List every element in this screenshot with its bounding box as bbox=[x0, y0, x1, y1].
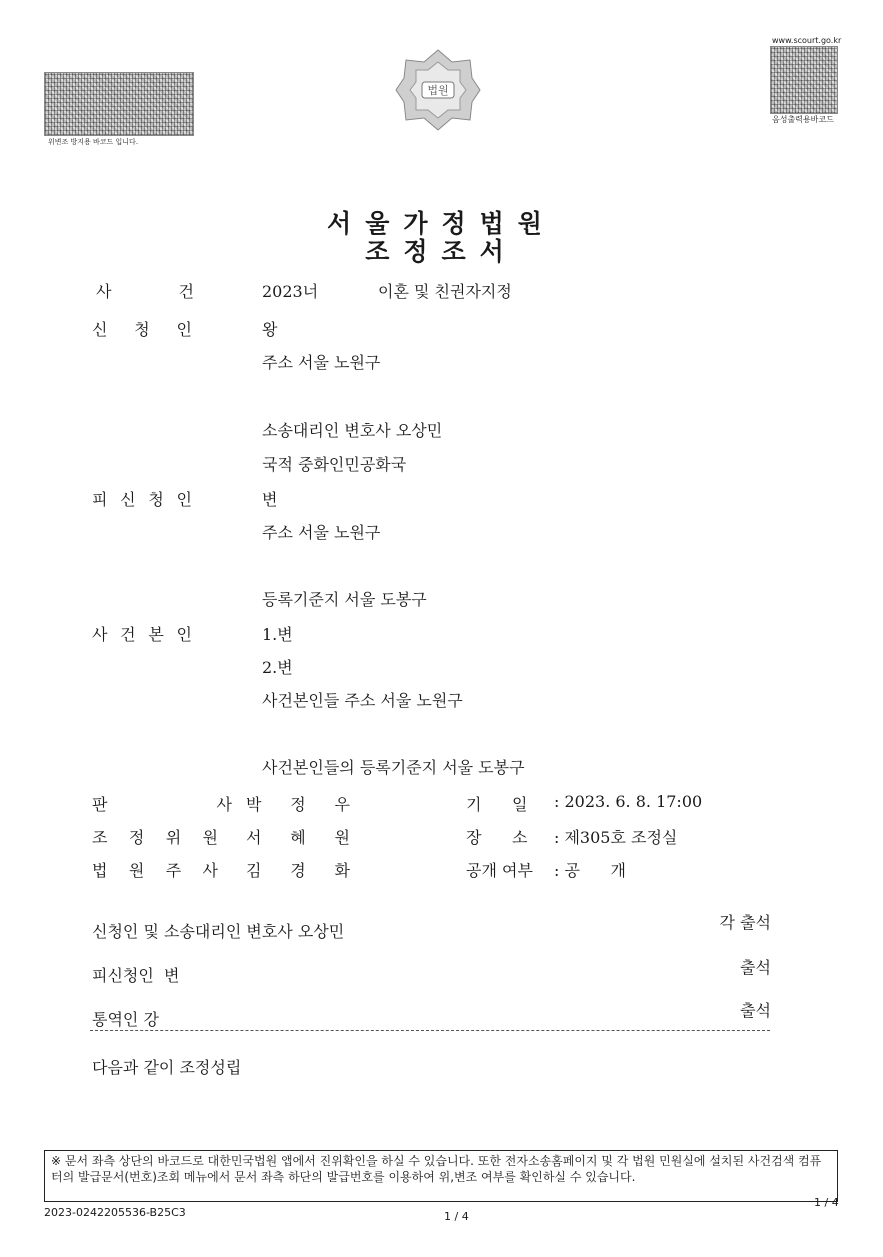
applicant-name: 왕 bbox=[262, 320, 278, 339]
clerk-name: 김 경 화 bbox=[246, 861, 350, 880]
principals-registry: 사건본인들의 등록기준지 서울 도봉구 bbox=[262, 758, 525, 777]
attendance-status: 각 출석 bbox=[719, 913, 771, 932]
issue-number: 2023-0242205536-B25C3 bbox=[44, 1206, 186, 1219]
applicant-address: 주소 서울 노원구 bbox=[262, 353, 381, 372]
mediation-result: 다음과 같이 조정성립 bbox=[92, 1058, 242, 1077]
principals-address: 사건본인들 주소 서울 노원구 bbox=[262, 691, 463, 710]
page-number-center: 1 / 4 bbox=[444, 1210, 469, 1223]
applicant-nationality: 국적 중화인민공화국 bbox=[262, 455, 407, 474]
court-name: 서울가정법원 bbox=[327, 209, 556, 238]
hearing-date-label: 기 일 bbox=[466, 795, 528, 814]
attendance-party: 신청인 및 소송대리인 변호사 오상민 bbox=[92, 922, 345, 941]
attendance-status: 출석 bbox=[740, 1001, 771, 1020]
anti-forgery-barcode bbox=[44, 72, 194, 136]
verification-notice: ※ 문서 좌측 상단의 바코드로 대한민국법원 앱에서 진위확인을 하실 수 있습니다. 또한 전자소송홈페이지 및 각 법원 민원실에 설치된 사건검색 컴퓨터의 발급문서(번호)조회 메뉴에서 문서 좌측 하단의 발급번호를 이용하여 위,변조 여부를 확인하실 수 있습니다. bbox=[44, 1150, 838, 1202]
mediator-title: 조 정 위 원 bbox=[92, 828, 218, 847]
mediator-name: 서 혜 원 bbox=[246, 828, 350, 847]
principal-second: 2.변 bbox=[262, 658, 293, 677]
judge-title: 판 사 bbox=[92, 795, 232, 814]
clerk-title: 법 원 주 사 bbox=[92, 861, 218, 880]
document-title: 조정조서 bbox=[365, 237, 518, 266]
case-name: 이혼 및 친권자지정 bbox=[378, 282, 512, 301]
applicant-agent: 소송대리인 변호사 오상민 bbox=[262, 421, 443, 440]
section-divider bbox=[90, 1030, 770, 1031]
hearing-public-value: : 공 개 bbox=[554, 861, 626, 880]
voice-output-barcode bbox=[770, 46, 838, 114]
attendance-party: 피신청인 변 bbox=[92, 966, 180, 985]
principals-label: 사 건 본 인 bbox=[92, 625, 192, 644]
hearing-place-label: 장 소 bbox=[466, 828, 528, 847]
seal-text: 법원 bbox=[427, 84, 449, 97]
hearing-place-value: : 제305호 조정실 bbox=[554, 828, 678, 847]
case-number: 2023너 bbox=[262, 282, 319, 301]
page-number-right: 1 / 4 bbox=[814, 1196, 839, 1209]
hearing-public-label: 공개 여부 bbox=[466, 861, 533, 880]
applicant-label: 신 청 인 bbox=[92, 320, 192, 339]
barcode-left-caption: 위변조 방지용 바코드 입니다. bbox=[48, 138, 139, 146]
barcode-right-caption: 음성출력용바코드 bbox=[772, 115, 834, 124]
respondent-address: 주소 서울 노원구 bbox=[262, 523, 381, 542]
case-label: 사 건 bbox=[96, 282, 194, 301]
barcode-right-url: www.scourt.go.kr bbox=[772, 36, 842, 45]
attendance-status: 출석 bbox=[740, 958, 771, 977]
attendance-party: 통역인 강 bbox=[92, 1010, 159, 1029]
respondent-name: 변 bbox=[262, 490, 278, 509]
hearing-date-value: : 2023. 6. 8. 17:00 bbox=[554, 792, 703, 811]
respondent-registry: 등록기준지 서울 도봉구 bbox=[262, 590, 427, 609]
principal-first: 1.변 bbox=[262, 625, 293, 644]
respondent-label: 피 신 청 인 bbox=[92, 490, 192, 509]
judge-name: 박 정 우 bbox=[246, 795, 350, 814]
